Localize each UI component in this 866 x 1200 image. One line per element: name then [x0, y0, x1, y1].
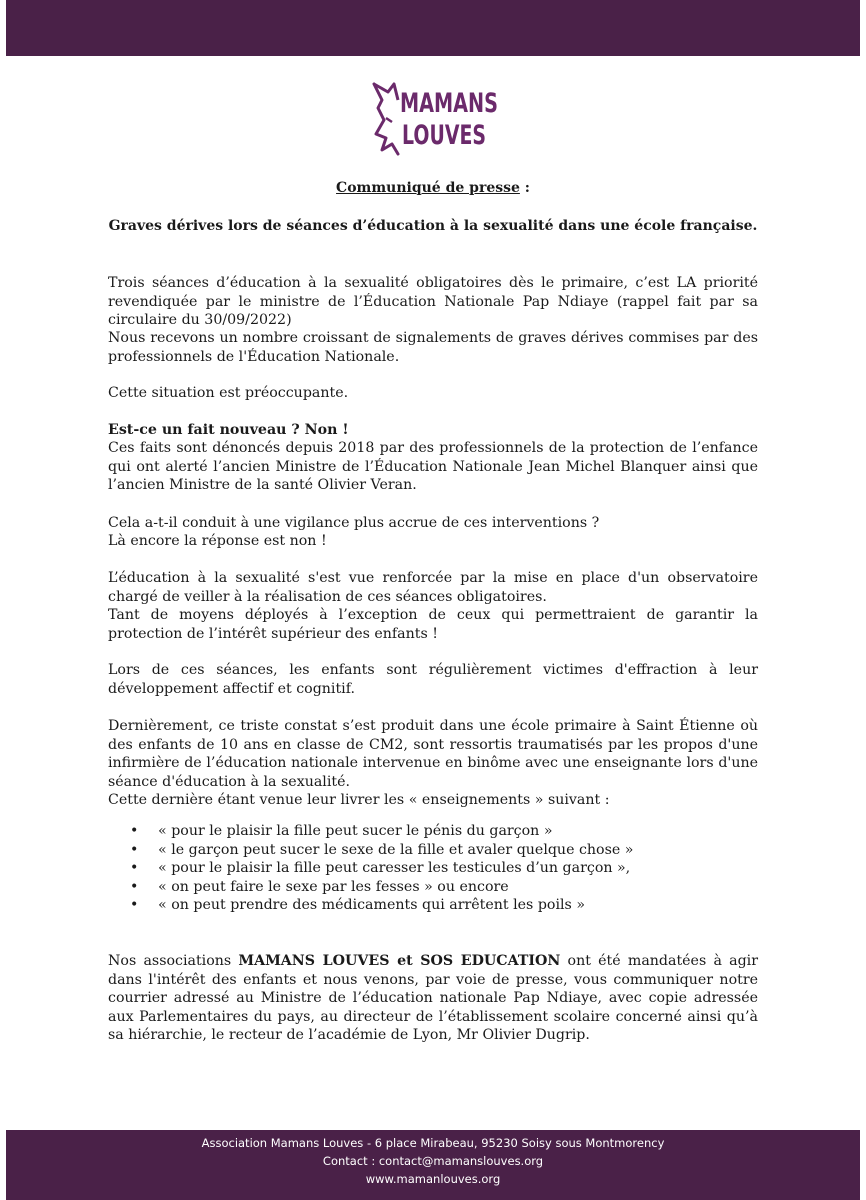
paragraph-4: Ces faits sont dénoncés depuis 2018 par des professionnels de la protection de l’enfance qui ont alerté l’ancien Ministre de l’Éducation Nationale Jean Michel Blanquer ainsi que l’ancien Ministre de la santé Olivier Veran. [108, 440, 758, 493]
paragraph-1: Trois séances d’éducation à la sexualité obligatoires dès le primaire, c’est LA priorité revendiquée par le ministre de l’Éducation Nationale Pap Ndiaye (rappel fait par sa circulaire du 30/09/2022) [108, 275, 758, 328]
paragraph-9-start: Nos associations [108, 953, 239, 969]
footer-address: Association Mamans Louves - 6 place Mirabeau, 95230 Soisy sous Montmorency [201, 1136, 665, 1150]
paragraph-7: Lors de ces séances, les enfants sont régulièrement victimes d'effraction à leur développement affectif et cognitif. [108, 662, 758, 697]
paragraph-2: Nous recevons un nombre croissant de signalements de graves dérives commises par des professionnels de l'Éducation Nationale. [108, 330, 758, 365]
title-label: Communiqué de presse [336, 180, 520, 196]
header-bar [6, 0, 860, 56]
paragraph-5b: Là encore la réponse est non ! [108, 533, 327, 549]
list-item: • « on peut prendre des médicaments qui arrêtent les poils » [108, 896, 758, 915]
paragraph-5a: Cela a-t-il conduit à une vigilance plus accrue de ces interventions ? [108, 515, 600, 531]
associations-names: MAMANS LOUVES et SOS EDUCATION [238, 953, 561, 969]
paragraph-9-end: ont été mandatées à agir dans l'intérêt des enfants et nous venons, par voie de presse, vous communiquer notre courrier adressé au Ministre de l’éducation nationale Pap Ndiaye, avec copie adressée aux Parlementaires du pays, au directeur de l’établissement scolaire concerné ainsi qu’à sa hiérarchie, le recteur de l’académie de Lyon, Mr Olivier Dugrip. [108, 953, 758, 1043]
paragraph-4-heading: Est-ce un fait nouveau ? Non ! [108, 422, 349, 438]
logo-line1: MAMANS [400, 88, 498, 119]
paragraph-8b: Cette dernière étant venue leur livrer les « enseignements » suivant : [108, 792, 610, 808]
footer-website: www.mamanlouves.org [365, 1172, 501, 1186]
paragraph-6b: Tant de moyens déployés à l’exception de ceux qui permettraient de garantir la protection de l’intérêt supérieur des enfants ! [108, 607, 758, 642]
page-title [0, 180, 866, 196]
logo-line2: LOUVES [402, 120, 486, 151]
list-item: • « on peut faire le sexe par les fesses » ou encore [108, 878, 758, 897]
paragraph-9 [108, 952, 758, 1045]
mamans-louves-logo [368, 78, 503, 160]
paragraph-6a: L’éducation à la sexualité s'est vue renforcée par la mise en place d'un observatoire chargé de veiller à la réalisation de ces séances obligatoires. [108, 570, 758, 605]
page-subtitle: Graves dérives lors de séances d’éducation à la sexualité dans une école française. [108, 218, 758, 234]
quote-list [108, 822, 758, 915]
list-item: • « le garçon peut sucer le sexe de la fille et avaler quelque chose » [108, 841, 758, 860]
list-item: • « pour le plaisir la fille peut caresser les testicules d’un garçon », [108, 859, 758, 878]
footer-contact: Contact : contact@mamanslouves.org [322, 1154, 544, 1168]
list-item: • « pour le plaisir la fille peut sucer le pénis du garçon » [108, 822, 758, 841]
paragraph-3: Cette situation est préoccupante. [108, 385, 349, 401]
paragraph-8: Dernièrement, ce triste constat s’est produit dans une école primaire à Saint Étienne où des enfants de 10 ans en classe de CM2, sont ressortis traumatisés par les propos d'une infirmière de l’éducation nationale intervenue en binôme avec une enseignante lors d'une séance d'éducation à la sexualité. [108, 718, 758, 790]
title-suffix: : [519, 180, 530, 196]
footer-bar [6, 1130, 860, 1200]
